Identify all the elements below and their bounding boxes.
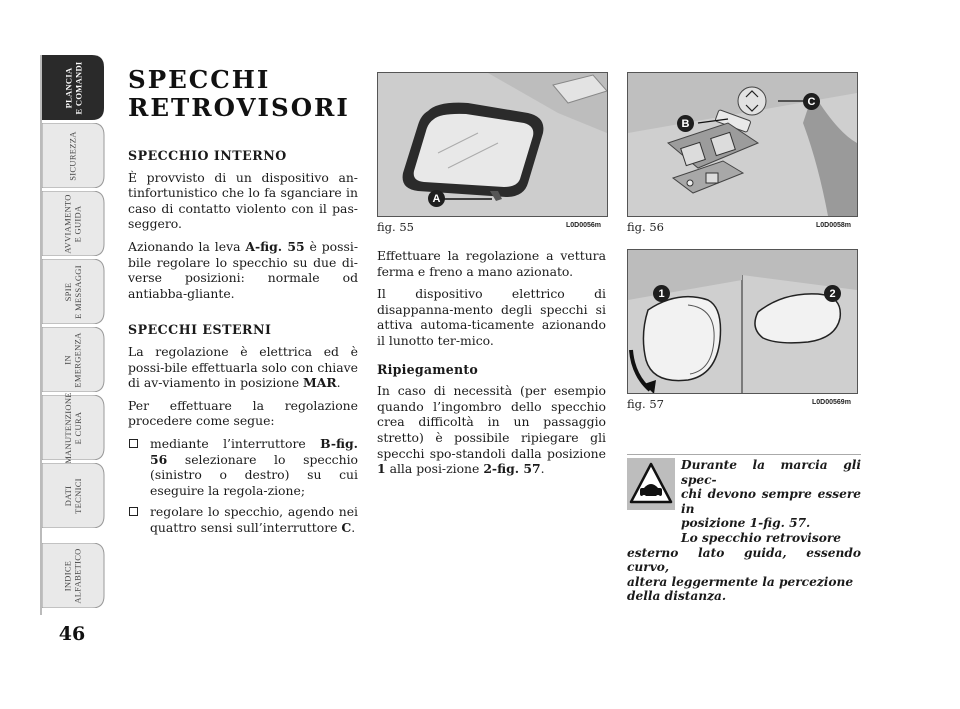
- figure-caption: fig. 55: [377, 220, 414, 234]
- position-reference: 1: [377, 461, 386, 477]
- warning-line: posizione 1-fig. 57.: [681, 516, 811, 531]
- tab-plancia-e-comandi[interactable]: [40, 55, 106, 120]
- text-column-1: [128, 148, 358, 541]
- callout-b: B: [677, 115, 694, 132]
- warning-line: chi devono sempre essere in: [681, 487, 861, 516]
- tab-column-divider: [40, 55, 42, 615]
- tab-label: MANUTENZIONE E CURA: [63, 391, 83, 464]
- text: In caso di necessità (per esempio quando l’ingombro dello specchio crea difficoltà in un passaggio stretto) è possibile ripiegare gli specchi spo-standoli dalla posizione: [377, 383, 606, 461]
- text: selezionare lo specchio (sinistro o destro) su cui eseguire la regola-zione;: [150, 451, 358, 498]
- figure-57-mirror-folding: [627, 249, 858, 394]
- mirror-folding-illustration: [628, 250, 857, 393]
- tab-indice-alfabetico[interactable]: [40, 543, 106, 608]
- warning-line: altera leggermente la percezione: [627, 574, 854, 589]
- tab-label: INDICE ALFABETICO: [62, 547, 83, 604]
- tab-sicurezza[interactable]: [40, 123, 106, 188]
- title-line: SPECCHI: [128, 65, 271, 94]
- checkbox-bullet-icon: [129, 507, 138, 516]
- section-heading: Ripiegamento: [377, 361, 478, 377]
- tab-label: SPIE E MESSAGGI: [63, 264, 83, 319]
- warning-text: [627, 458, 861, 604]
- list-item: [128, 504, 358, 535]
- fig-reference: B-fig. 56: [150, 435, 358, 467]
- text: regolare lo specchio, agendo nei quattro sensi sull’interruttore: [150, 504, 358, 535]
- text: La regolazione è elettrica ed è possi-bile effettuarla solo con chiave di av-viamento in posizione: [128, 343, 358, 391]
- figure-55-interior-mirror: [377, 72, 608, 217]
- mirror-switch-illustration: [628, 73, 857, 216]
- list-item: [128, 436, 358, 498]
- warning-line: Lo specchio retrovisore: [681, 530, 842, 545]
- interior-mirror-illustration: [378, 73, 607, 216]
- tab-manutenzione-e-cura[interactable]: [40, 391, 106, 464]
- text: .: [351, 519, 356, 535]
- fig-reference: A-fig. 55: [245, 238, 305, 254]
- text-column-2: [377, 248, 606, 484]
- text: alla posi-zione: [385, 461, 484, 477]
- fig-reference: 2-fig. 57: [483, 461, 541, 477]
- warning-rule: [627, 454, 861, 455]
- tab-spie-e-messaggi[interactable]: [40, 259, 106, 324]
- figure-code: L0D0058m: [816, 222, 852, 229]
- text: .: [336, 375, 341, 391]
- page-title: [128, 66, 350, 122]
- tab-label: SICUREZZA: [67, 130, 78, 181]
- tab-label: DATI TECNICI: [63, 477, 83, 514]
- callout-c: C: [803, 93, 820, 110]
- tab-in-emergenza[interactable]: [40, 327, 106, 392]
- warning-line: della distanza.: [627, 589, 727, 604]
- section-heading: SPECCHI ESTERNI: [128, 322, 272, 338]
- paragraph: È provvisto di un dispositivo an-tinfortunistico che lo fa sganciare in caso di contatto violento con il pas-seggero.: [128, 169, 358, 232]
- section-heading: SPECCHIO INTERNO: [128, 148, 287, 163]
- warning-line: Durante la marcia gli spec-: [681, 458, 861, 487]
- text: è possi-bile regolare lo specchio su due di-verse posizioni: normale od antiabba-gliante.: [128, 238, 358, 301]
- figure-56-mirror-switches: [627, 72, 858, 217]
- key-position: MAR: [303, 375, 337, 391]
- paragraph: Il dispositivo elettrico di disappanna-mento degli specchi si attiva automa-ticamente azionando il lunotto ter-mico.: [377, 286, 606, 348]
- title-line: RETROVISORI: [128, 93, 350, 122]
- tab-label: AVVIAMENTO E GUIDA: [62, 193, 83, 254]
- bullet-list: [128, 436, 358, 536]
- callout-a: A: [428, 190, 445, 207]
- tab-label: IN EMERGENZA: [63, 331, 83, 388]
- paragraph: [128, 344, 358, 391]
- figure-code: L0D00569m: [812, 399, 851, 406]
- figure-caption: fig. 57: [627, 397, 664, 411]
- paragraph: Per effettuare la regolazione procedere come segue:: [128, 397, 358, 429]
- tab-dati-tecnici[interactable]: [40, 463, 106, 528]
- checkbox-bullet-icon: [129, 439, 138, 448]
- paragraph: Effettuare la regolazione a vettura ferma e freno a mano azionato.: [377, 248, 606, 279]
- paragraph: [377, 383, 606, 477]
- warning-line: esterno lato guida, essendo curvo,: [627, 545, 861, 575]
- paragraph: [128, 239, 358, 301]
- figure-caption: fig. 56: [627, 220, 664, 234]
- tab-label: PLANCIA E COMANDI: [63, 61, 83, 114]
- page-number: 46: [58, 623, 86, 645]
- text: .: [540, 461, 545, 477]
- text: Azionando la leva: [128, 238, 246, 254]
- tab-avviamento-e-guida[interactable]: [40, 191, 106, 256]
- text: mediante l’interruttore: [150, 435, 321, 451]
- callout-1: 1: [653, 285, 670, 302]
- switch-reference: C: [341, 519, 352, 535]
- figure-code: L0D0056m: [566, 222, 602, 229]
- callout-2: 2: [824, 285, 841, 302]
